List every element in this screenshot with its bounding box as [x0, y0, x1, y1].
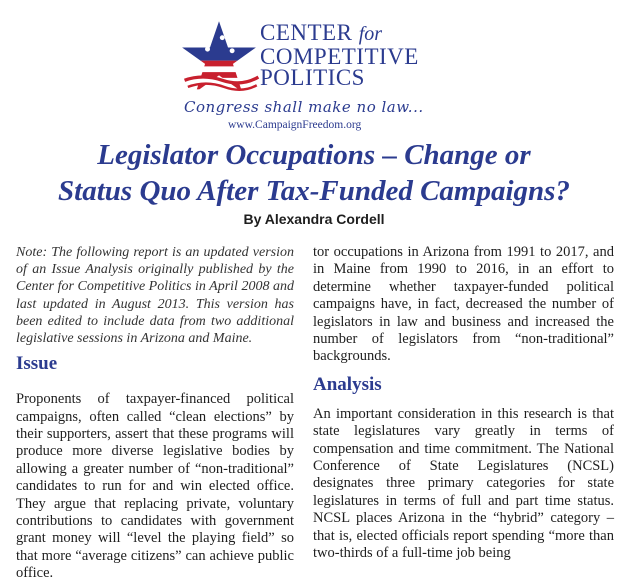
continued-paragraph: tor occupations in Arizona from 1991 to 2017, and in Maine from 1990 to 2016, in an effort to determine whether taxpayer-funded political campaigns have, in fact, decreased the number of legislators in law and business and increased the number of legislators from “non-traditional” backgrounds.: [313, 244, 614, 365]
editor-note: Note: The following report is an updated version of an Issue Analysis originally published by the Center for Competitive Politics in April 2008 and last updated in August 2013. This version has been edited to include data from two additional legislative sessions in Arizona and Maine.: [16, 245, 294, 347]
title-line-1: Legislator Occupations – Change or: [97, 139, 531, 171]
tagline: Congress shall make no law...: [184, 98, 424, 116]
right-column: [313, 244, 614, 563]
organization-logo: [178, 18, 478, 136]
organization-name: CENTER for COMPETITIVE POLITICS: [260, 20, 419, 90]
website-link[interactable]: www.CampaignFreedom.org: [228, 119, 362, 131]
title-line-2: Status Quo After Tax-Funded Campaigns?: [58, 175, 570, 207]
issue-paragraph: Proponents of taxpayer-financed political campaigns, often called “clean elections” by their supporters, assert that these programs will produce more diverse legislative bodies by allowing a greater number of “non-traditional” candidates to run for and win elected office. They argue that replacing private, voluntary contributions to candidates with government grant money will “level the playing field” so that more “average citizens” can achieve public office.: [16, 391, 294, 582]
flag-star-icon: [178, 18, 260, 100]
analysis-heading: Analysis: [313, 373, 382, 395]
issue-heading: Issue: [16, 353, 58, 375]
analysis-paragraph: An important consideration in this research is that state legislatures vary greatly in terms of compensation and time commitment. The National Conference of State Legislatures (NCSL) designates three primary categories for state legislatures in terms of full and part time status. NCSL places Arizona in the “hybrid” category – that is, elected officials report spending “more than two-thirds of a full-time job being: [313, 405, 614, 562]
article-title: [0, 137, 628, 209]
left-column: [16, 244, 294, 583]
author-byline: By Alexandra Cordell: [243, 211, 385, 227]
